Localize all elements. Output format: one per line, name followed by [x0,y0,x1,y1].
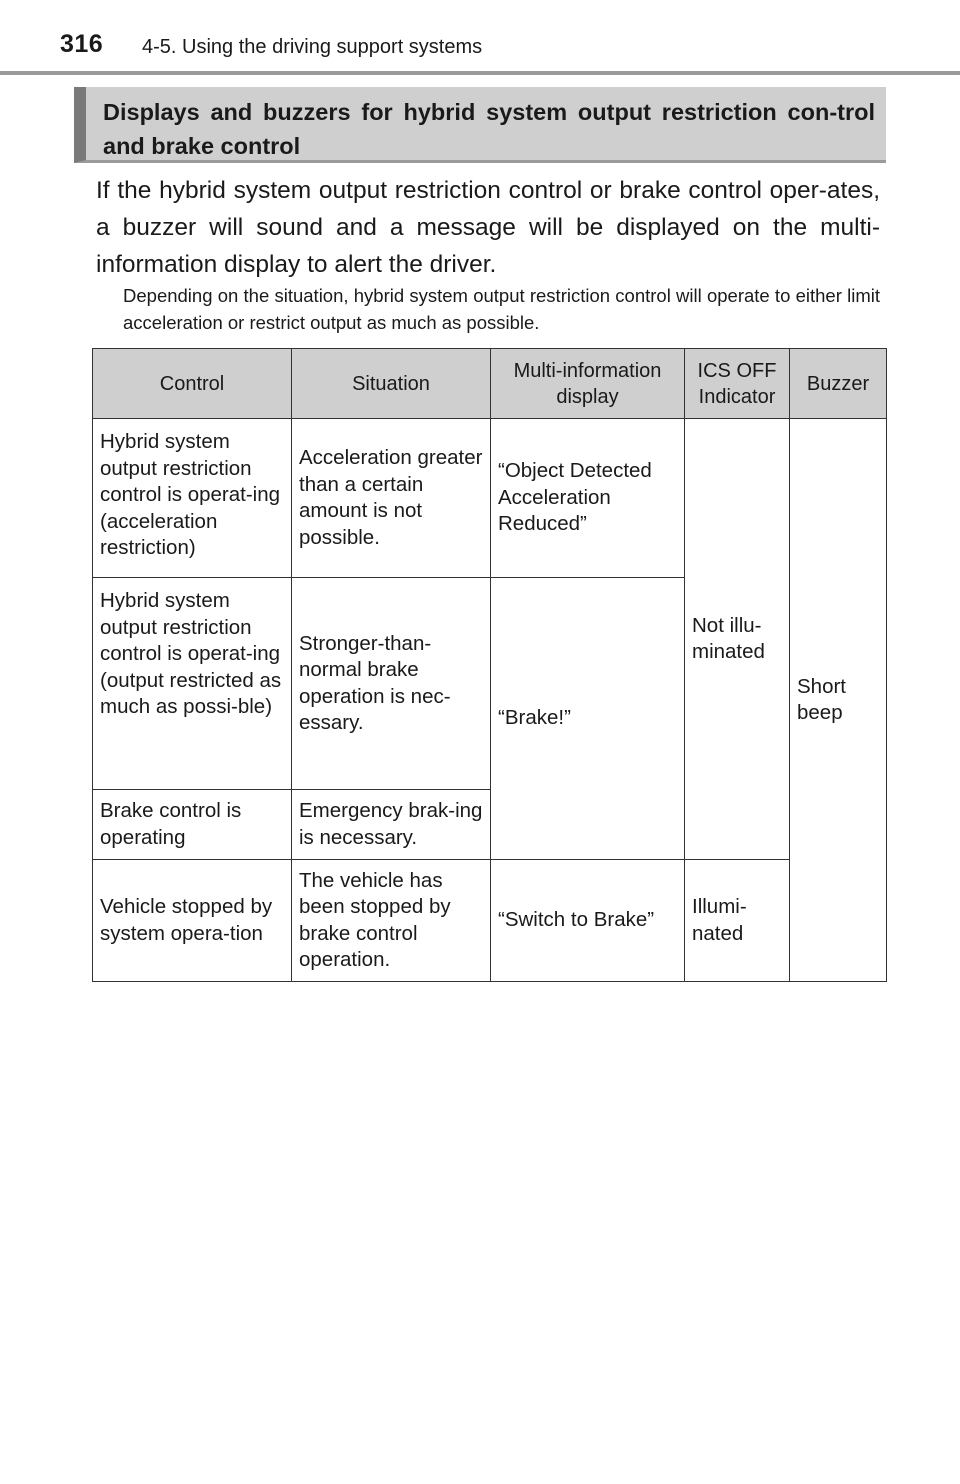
control-text: Hybrid system output restriction control is operat-ing (acceleration restriction) [100,430,281,559]
control-cell [93,790,292,860]
situation-cell [292,578,491,790]
control-text: Hybrid system output restriction control is operat-ing (output restricted as much as possi-ble) [100,589,282,718]
indicator-cell-merged [685,419,790,860]
indicator-text: Illumi-nated [692,895,747,945]
situation-text: Acceleration greater than a certain amount is not possible. [299,446,483,549]
control-cell [93,860,292,982]
control-text: Vehicle stopped by system opera-tion [100,895,273,945]
buzzer-cell-merged [790,419,887,982]
table-row [93,419,887,578]
column-header-buzzer: Buzzer [790,349,887,419]
display-text: “Object Detected Acceleration Reduced” [498,459,652,536]
situation-cell [292,419,491,578]
info-table [92,348,887,982]
section-heading: Displays and buzzers for hybrid system output restriction con-trol and brake control [103,99,875,159]
column-header-situation: Situation [292,349,491,419]
header-rule [0,71,960,75]
heading-box [74,87,886,163]
control-cell [93,578,292,790]
situation-text: Emergency brak-ing is necessary. [299,799,483,849]
table-header-row [93,349,887,419]
column-header-control: Control [93,349,292,419]
situation-cell [292,790,491,860]
display-text: “Switch to Brake” [498,908,655,932]
situation-cell [292,860,491,982]
control-text: Brake control is operating [100,799,242,849]
section-title: 4-5. Using the driving support systems [142,36,483,58]
page-number: 316 [60,30,104,58]
page-header [0,0,960,74]
situation-text: Stronger-than-normal brake operation is nec-essary. [299,631,451,734]
display-cell [491,419,685,578]
indicator-text: Not illu-minated [692,613,765,663]
intro-paragraph: If the hybrid system output restriction control or brake control oper-ates, a buzzer will sound and a message will be displayed on the multi-information display to alert the driver. [96,177,880,278]
buzzer-text: Short beep [797,674,846,724]
note-paragraph: Depending on the situation, hybrid system output restriction control will operate to either limit acceleration or restrict output as much as possible. [123,285,880,333]
situation-text: The vehicle has been stopped by brake control operation. [299,868,451,971]
display-cell-merged [491,578,685,860]
column-header-indicator: ICS OFF Indicator [685,349,790,419]
column-header-display: Multi-information display [491,349,685,419]
table-row [93,860,887,982]
indicator-cell [685,860,790,982]
display-cell [491,860,685,982]
display-text: “Brake!” [498,706,571,730]
control-cell [93,419,292,578]
